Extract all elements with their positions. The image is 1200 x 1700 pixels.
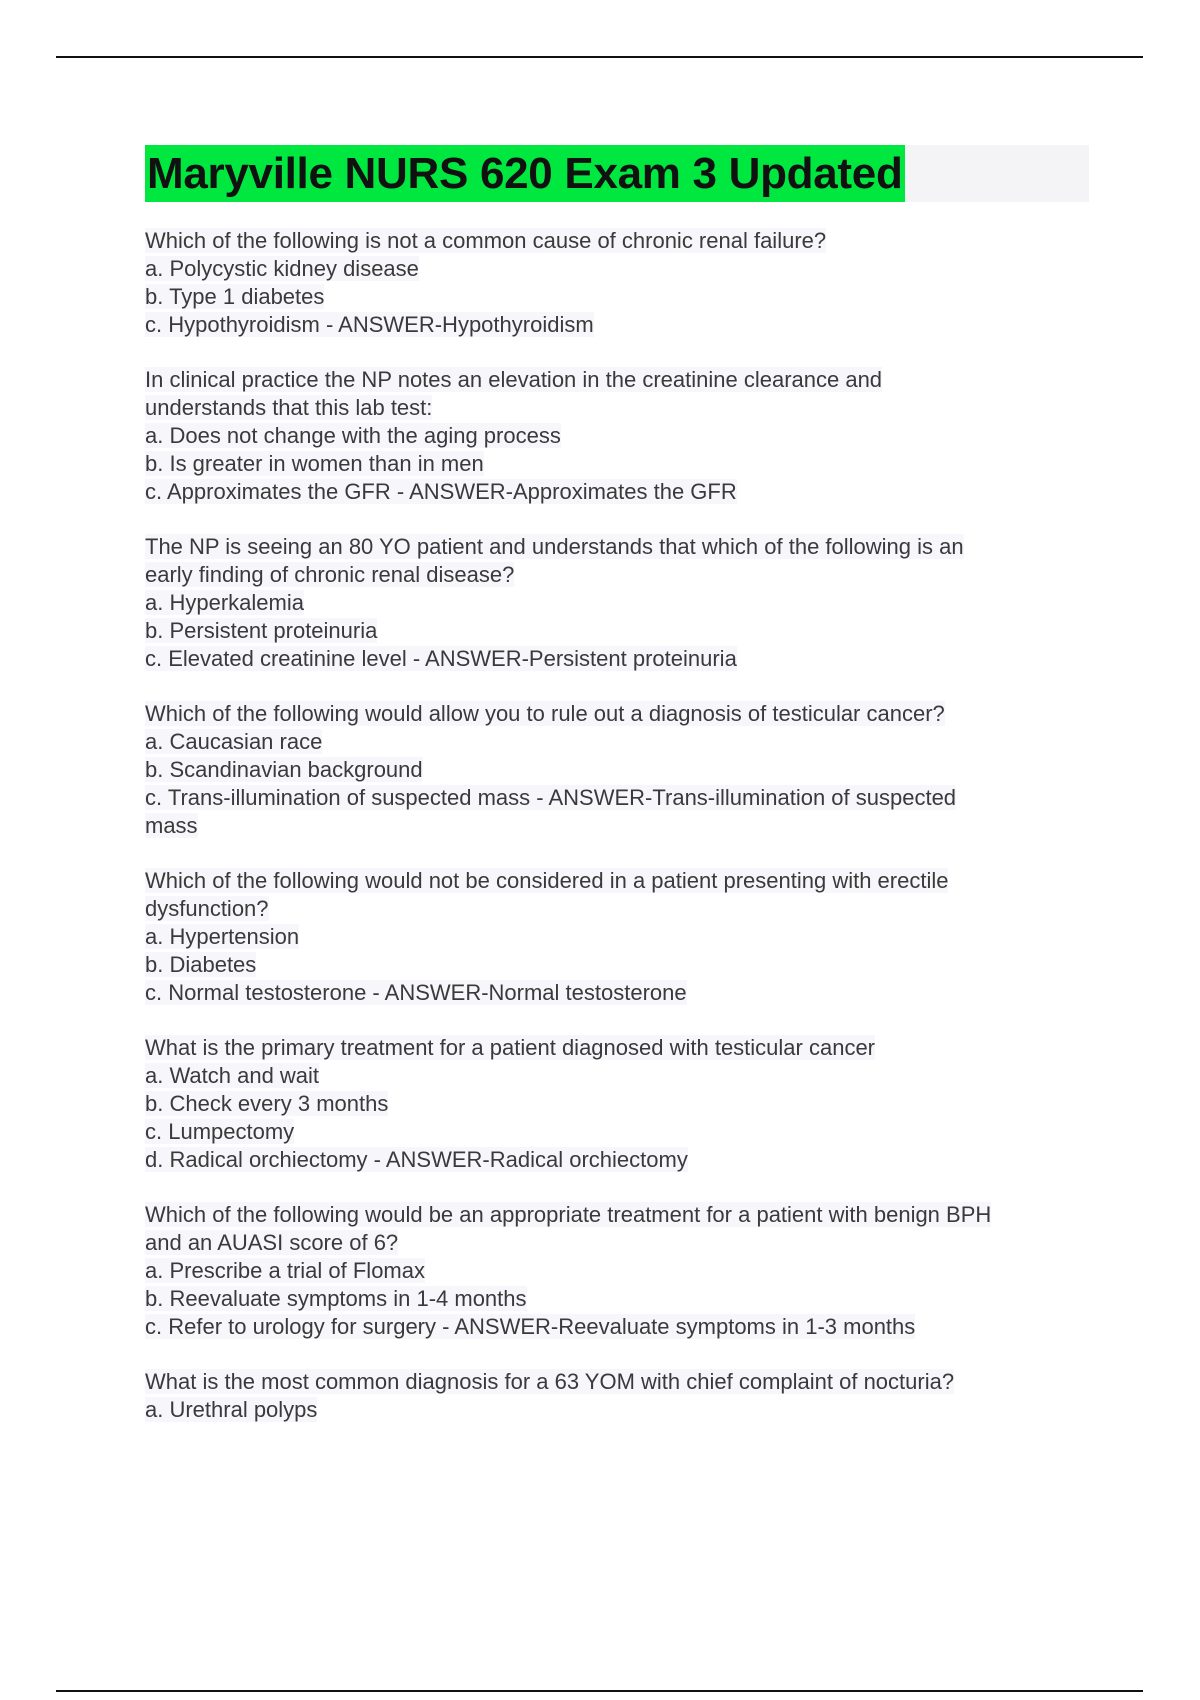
line-text: Which of the following is not a common cause of chronic renal failure?	[145, 228, 827, 253]
question-text-line	[145, 533, 1090, 561]
question-block	[145, 533, 1090, 673]
line-text: a. Watch and wait	[145, 1063, 320, 1088]
line-text: a. Caucasian race	[145, 729, 323, 754]
question-text-line	[145, 1034, 1090, 1062]
question-line	[145, 728, 1090, 756]
document-body	[145, 145, 1090, 1451]
question-line	[145, 589, 1090, 617]
question-line	[145, 255, 1090, 283]
line-text: Which of the following would be an appropriate treatment for a patient with benign BPH	[145, 1202, 992, 1227]
question-line	[145, 478, 1090, 506]
line-text: a. Hypertension	[145, 924, 300, 949]
line-text: c. Refer to urology for surgery - ANSWER-Reevaluate symptoms in 1-3 months	[145, 1314, 916, 1339]
question-block	[145, 867, 1090, 1007]
line-text: c. Lumpectomy	[145, 1119, 295, 1144]
line-text: early finding of chronic renal disease?	[145, 562, 515, 587]
question-line	[145, 645, 1090, 673]
question-text-line	[145, 1201, 1090, 1229]
line-text: b. Check every 3 months	[145, 1091, 389, 1116]
question-line	[145, 812, 1090, 840]
question-line	[145, 450, 1090, 478]
question-line	[145, 422, 1090, 450]
question-block	[145, 1034, 1090, 1174]
line-text: What is the primary treatment for a patient diagnosed with testicular cancer	[145, 1035, 876, 1060]
line-text: b. Type 1 diabetes	[145, 284, 325, 309]
line-text: d. Radical orchiectomy - ANSWER-Radical orchiectomy	[145, 1147, 688, 1172]
question-text-line	[145, 700, 1090, 728]
question-block	[145, 700, 1090, 840]
question-line	[145, 1285, 1090, 1313]
line-text: a. Does not change with the aging process	[145, 423, 561, 448]
question-line	[145, 394, 1090, 422]
line-text: In clinical practice the NP notes an elevation in the creatinine clearance and	[145, 367, 883, 392]
line-text: b. Reevaluate symptoms in 1-4 months	[145, 1286, 527, 1311]
question-line	[145, 756, 1090, 784]
question-line	[145, 1257, 1090, 1285]
title-block	[145, 145, 1089, 202]
line-text: and an AUASI score of 6?	[145, 1230, 399, 1255]
question-line	[145, 979, 1090, 1007]
line-text: b. Is greater in women than in men	[145, 451, 484, 476]
line-text: dysfunction?	[145, 896, 269, 921]
question-line	[145, 784, 1090, 812]
question-line	[145, 1118, 1090, 1146]
line-text: What is the most common diagnosis for a 63 YOM with chief complaint of nocturia?	[145, 1369, 955, 1394]
question-block	[145, 366, 1090, 506]
line-text: a. Hyperkalemia	[145, 590, 304, 615]
line-text: c. Normal testosterone - ANSWER-Normal testosterone	[145, 980, 687, 1005]
question-text-line	[145, 867, 1090, 895]
question-line	[145, 1229, 1090, 1257]
question-text-line	[145, 1368, 1090, 1396]
question-list	[145, 227, 1090, 1424]
line-text: c. Elevated creatinine level - ANSWER-Persistent proteinuria	[145, 646, 737, 671]
line-text: b. Diabetes	[145, 952, 257, 977]
question-block	[145, 1368, 1090, 1424]
question-line	[145, 617, 1090, 645]
question-line	[145, 1062, 1090, 1090]
question-line	[145, 951, 1090, 979]
question-line	[145, 895, 1090, 923]
line-text: a. Polycystic kidney disease	[145, 256, 419, 281]
question-line	[145, 311, 1090, 339]
question-line	[145, 1396, 1090, 1424]
question-text-line	[145, 366, 1090, 394]
line-text: a. Urethral polyps	[145, 1397, 318, 1422]
line-text: Which of the following would allow you to rule out a diagnosis of testicular cancer?	[145, 701, 945, 726]
question-line	[145, 1146, 1090, 1174]
line-text: a. Prescribe a trial of Flomax	[145, 1258, 425, 1283]
header-rule	[56, 56, 1143, 58]
line-text: b. Persistent proteinuria	[145, 618, 378, 643]
footer-rule	[56, 1690, 1143, 1692]
line-text: mass	[145, 813, 198, 838]
line-text: Which of the following would not be considered in a patient presenting with erectile	[145, 868, 949, 893]
question-block	[145, 227, 1090, 339]
page-title: Maryville NURS 620 Exam 3 Updated	[145, 145, 905, 202]
question-line	[145, 923, 1090, 951]
line-text: c. Hypothyroidism - ANSWER-Hypothyroidism	[145, 312, 594, 337]
question-block	[145, 1201, 1090, 1341]
question-line	[145, 1090, 1090, 1118]
question-line	[145, 561, 1090, 589]
question-text-line	[145, 227, 1090, 255]
question-line	[145, 1313, 1090, 1341]
line-text: c. Trans-illumination of suspected mass - ANSWER-Trans-illumination of suspected	[145, 785, 957, 810]
line-text: understands that this lab test:	[145, 395, 433, 420]
question-line	[145, 283, 1090, 311]
line-text: b. Scandinavian background	[145, 757, 423, 782]
line-text: c. Approximates the GFR - ANSWER-Approximates the GFR	[145, 479, 737, 504]
line-text: The NP is seeing an 80 YO patient and understands that which of the following is an	[145, 534, 964, 559]
